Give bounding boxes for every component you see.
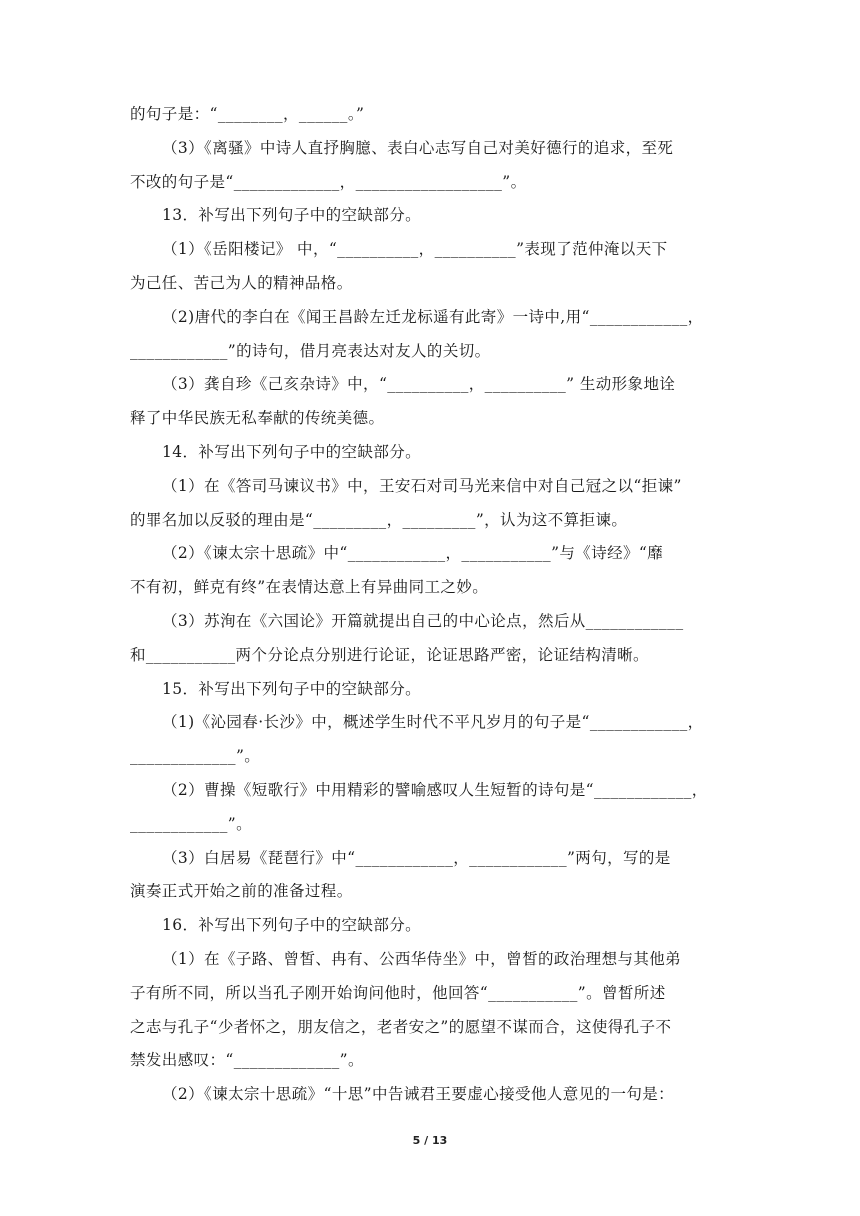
- text-line: 之志与孔子“少者怀之，朋友信之，老者安之”的愿望不谋而合，这使得孔子不: [130, 1017, 672, 1036]
- text-line: （3）《离骚》中诗人直抒胸臆、表白心志写自己对美好德行的追求，至死: [162, 138, 674, 157]
- text-line: （1）在《答司马谏议书》中，王安石对司马光来信中对自己冠之以“拒谏”: [162, 476, 682, 495]
- text-line: 不有初，鲜克有终”在表情达意上有异曲同工之妙。: [130, 578, 489, 597]
- text-line: _____________”。: [130, 747, 261, 766]
- text-line: （3）白居易《琵琶行》中“____________，____________”两句，写的是: [162, 848, 671, 867]
- text-line: （1）《岳阳楼记》 中，“__________，__________”表现了范仲淹以天下: [162, 240, 668, 259]
- question-heading: 15．补写出下列句子中的空缺部分。: [162, 679, 422, 698]
- text-line: （2）《谏太宗十思疏》“十思”中告诫君王要虚心接受他人意见的一句是：: [162, 1085, 675, 1104]
- question-heading: 14．补写出下列句子中的空缺部分。: [162, 442, 422, 461]
- text-line: （2）曹操《短歌行》中用精彩的譬喻感叹人生短暂的诗句是“____________，: [162, 780, 708, 799]
- text-line: （2）《谏太宗十思疏》中“____________，___________”与《诗经》“靡: [162, 544, 664, 563]
- text-line: 禁发出感叹：“_____________”。: [130, 1051, 364, 1070]
- text-line: （2)唐代的李白在《闻王昌龄左迁龙标遥有此寄》一诗中,用“____________，: [162, 307, 704, 326]
- text-line: ____________”。: [130, 814, 253, 833]
- text-line: 和___________两个分论点分别进行论证，论证思路严密，论证结构清晰。: [130, 645, 649, 664]
- text-line: 的罪名加以反驳的理由是“_________，_________”，认为这不算拒谏。: [130, 510, 628, 529]
- text-line: （3）龚自珍《己亥杂诗》中，“__________，__________” 生动形象地诠: [162, 375, 676, 394]
- text-line: 子有所不同，所以当孔子刚开始询问他时，他回答“___________”。曾皙所述: [130, 983, 666, 1002]
- text-line: 不改的句子是“_____________，__________________”。: [130, 172, 527, 191]
- text-line: 为己任、苦己为人的精神品格。: [130, 273, 353, 292]
- page-number: 5 / 13: [412, 1134, 448, 1147]
- text-line: （3）苏洵在《六国论》开篇就提出自己的中心论点，然后从____________: [162, 611, 684, 630]
- question-heading: 16．补写出下列句子中的空缺部分。: [162, 916, 422, 935]
- text-line: 演奏正式开始之前的准备过程。: [130, 882, 353, 901]
- document-body: [130, 98, 732, 1112]
- text-line: ____________”的诗句，借月亮表达对友人的关切。: [130, 341, 491, 360]
- text-line: 的句子是：“________，______。”: [130, 105, 365, 123]
- text-line: （1）在《子路、曾皙、冉有、公西华侍坐》中，曾皙的政治理想与其他弟: [162, 949, 682, 968]
- text-line: 释了中华民族无私奉献的传统美德。: [130, 409, 385, 428]
- text-line: （1)《沁园春·长沙》中，概述学生时代不平凡岁月的句子是“____________，: [162, 713, 704, 732]
- question-heading: 13．补写出下列句子中的空缺部分。: [162, 206, 422, 225]
